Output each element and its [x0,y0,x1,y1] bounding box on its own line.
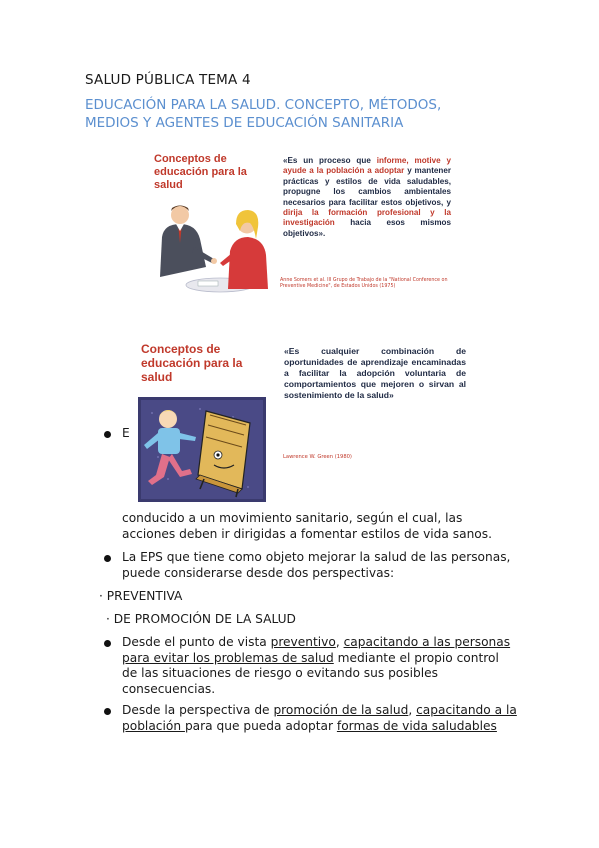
slide1-quote [283,156,451,239]
slide1-quote-part: y mantener prácticas y estilos de vida saludables, propugne los cambios ambientales necesarios para facilitar estos objetivos, y [283,166,451,207]
slide1-quote-part: «Es un proceso que [283,156,377,165]
subtitle-line-2: MEDIOS Y AGENTES DE EDUCACIÓN SANITARIA [85,115,404,131]
slide2-citation: Lawrence W. Green (1980) [283,454,352,460]
bullet3-line-2: para evitar los problemas de salud mediante el propio control [122,650,499,665]
slide1-quote-part: dirija la formación profesional y la investigación [283,208,451,228]
slide1-heading: Conceptos de educación para la salud [154,153,247,191]
slide1-quote-part: informe, motive y ayude a la población a adoptar [283,156,451,176]
bullet1-line-2: conducido a un movimiento sanitario, según el cual, las [122,511,463,525]
bullet4-text [122,703,522,734]
bullet3-text [122,635,522,697]
bullet2-line-1: La EPS que tiene como objeto mejorar la salud de las personas, [122,550,511,564]
bullet3-line-3: de las situaciones de riesgo o evitando sus posibles [122,666,438,680]
bullet2-text [122,550,522,581]
bullet-marker [104,708,111,715]
meeting-illustration [150,197,275,297]
bullet1-text [122,511,502,542]
slide-image-1 [150,150,455,315]
bullet3-line-4: consecuencias. [122,681,216,696]
bullet3-line-1: Desde el punto de vista preventivo, capacitando a las personas [122,635,511,649]
bullet-marker [104,555,111,562]
child-and-book-illustration [138,397,266,502]
slide2-quote: «Es cualquier combinación de oportunidades de aprendizaje encaminadas a facilitar la adopción voluntaria de comportamientos que mejoren o sirvan al sostenimiento de la salud» [284,346,466,400]
document-title: SALUD PÚBLICA TEMA 4 [85,72,251,88]
document-subtitle [85,96,485,132]
bullet4-line-1: Desde la perspectiva de promoción de la salud, capacitando a la [122,703,517,717]
slide-image-2 [138,340,473,505]
bullet2-line-2: puede considerarse desde dos perspectivas: [122,565,395,580]
subtitle-line-1: EDUCACIÓN PARA LA SALUD. CONCEPTO, MÉTODOS, [85,97,442,113]
bullet-marker [104,640,111,647]
slide1-citation: Anne Somers et al. III Grupo de Trabajo de la "National Conference on Preventive Medicine", de Estados Unidos (1975) [280,278,448,289]
slide1-quote-part: hacia esos mismos objetivos». [283,218,451,238]
bullet4-line-2: población para que pueda adoptar formas de vida saludables [122,718,497,733]
item-preventiva: · PREVENTIVA [99,589,183,603]
slide2-heading: Conceptos de educación para la salud [141,342,243,384]
item-promocion: · DE PROMOCIÓN DE LA SALUD [106,612,296,626]
bullet-marker [104,431,111,438]
bullet1-start: E [122,426,130,440]
bullet1-line-3: acciones deben ir dirigidas a fomentar estilos de vida sanos. [122,526,492,541]
